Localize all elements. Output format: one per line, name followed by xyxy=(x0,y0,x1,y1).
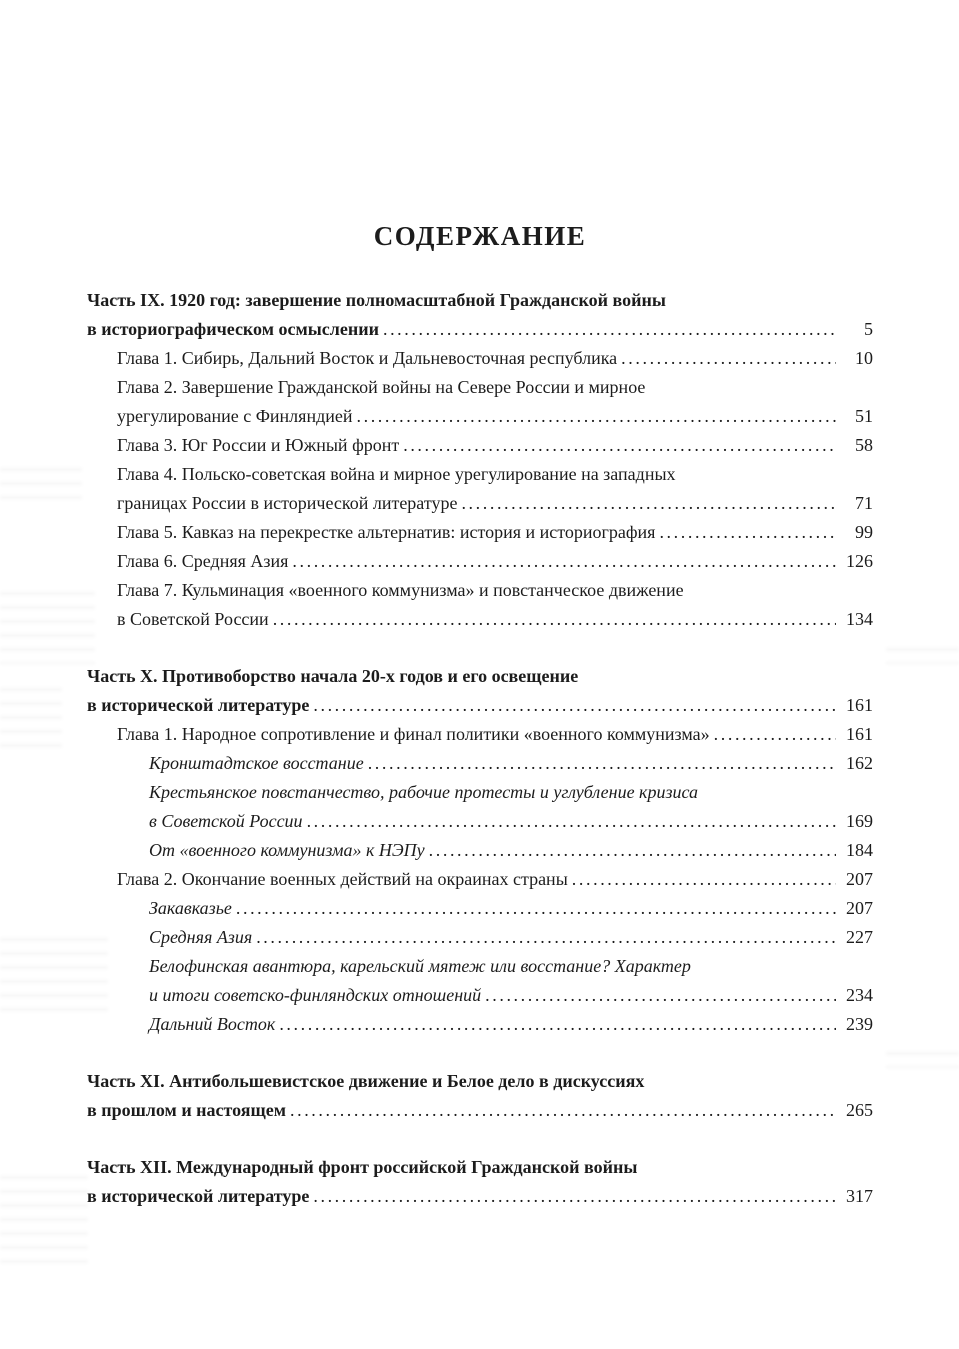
dot-leader xyxy=(307,807,836,836)
toc-entry-text: Крестьянское повстанчество, рабочие протесты и углубление кризиса xyxy=(149,782,699,802)
dot-leader xyxy=(236,894,836,923)
toc-line xyxy=(87,952,873,981)
toc-entry-text: в прошлом и настоящем xyxy=(87,1100,286,1120)
toc-entry-text: От «военного коммунизма» к НЭПу xyxy=(149,840,425,860)
toc-page-number: 161 xyxy=(846,724,873,744)
toc-entry-text: Глава 3. Юг России и Южный фронт xyxy=(117,435,400,455)
toc-entry-text: Кронштадтское восстание xyxy=(149,753,364,773)
toc-line xyxy=(87,547,873,576)
toc-line xyxy=(87,489,873,518)
toc-page-number: 227 xyxy=(846,927,873,947)
dot-leader xyxy=(313,691,836,720)
toc-entry-text: Белофинская авантюра, карельский мятеж или восстание? Характер xyxy=(149,956,691,976)
toc-page-number: 134 xyxy=(846,609,873,629)
toc-line xyxy=(87,807,873,836)
toc-page-number: 99 xyxy=(855,522,873,542)
page-bleedthrough xyxy=(0,1176,88,1266)
dot-leader xyxy=(383,315,836,344)
toc-page-number: 126 xyxy=(846,551,873,571)
page-bleedthrough xyxy=(0,592,95,664)
toc-line xyxy=(87,605,873,634)
toc-entry-text: Средняя Азия xyxy=(149,927,253,947)
toc-line xyxy=(87,836,873,865)
toc-line xyxy=(87,720,873,749)
toc-entry-text: Глава 1. Народное сопротивление и финал политики «военного коммунизма» xyxy=(117,724,710,744)
toc-page-number: 162 xyxy=(846,753,873,773)
toc-page-number: 71 xyxy=(855,493,873,513)
toc-entry-text: Часть XII. Международный фронт российской Гражданской войны xyxy=(87,1157,638,1177)
dot-leader xyxy=(292,547,836,576)
toc-page-number: 184 xyxy=(846,840,873,860)
toc-entry-text: Закавказье xyxy=(149,898,232,918)
toc-line xyxy=(87,315,873,344)
dot-leader xyxy=(429,836,836,865)
dot-leader xyxy=(461,489,836,518)
toc-entry-text: Часть X. Противоборство начала 20-х годов и его освещение xyxy=(87,666,579,686)
toc-page-number: 265 xyxy=(846,1100,873,1120)
toc-line xyxy=(87,402,873,431)
toc-entry-text: Глава 5. Кавказ на перекрестке альтернатив: история и историография xyxy=(117,522,656,542)
toc-line xyxy=(87,923,873,952)
toc-entry-text: и итоги советско-финляндских отношений xyxy=(149,985,482,1005)
toc-line xyxy=(87,691,873,720)
dot-leader xyxy=(357,402,837,431)
dot-leader xyxy=(485,981,836,1010)
toc-entry-text: в исторической литературе xyxy=(87,695,310,715)
toc-page-number: 207 xyxy=(846,869,873,889)
toc-entry-text: Глава 2. Завершение Гражданской войны на Севере России и мирное xyxy=(117,377,646,397)
dot-leader xyxy=(572,865,836,894)
dot-leader xyxy=(256,923,836,952)
toc-page-number: 239 xyxy=(846,1014,873,1034)
toc-line xyxy=(87,576,873,605)
toc-line xyxy=(87,286,873,315)
toc-entry-text: Глава 2. Окончание военных действий на окраинах страны xyxy=(117,869,568,889)
toc-entry-text: Дальний Восток xyxy=(149,1014,276,1034)
page-title: СОДЕРЖАНИЕ xyxy=(373,221,587,251)
toc-entry-text: в исторической литературе xyxy=(87,1186,310,1206)
toc-page-number: 58 xyxy=(855,435,873,455)
toc-line xyxy=(87,1067,873,1096)
dot-leader xyxy=(659,518,836,547)
toc-line xyxy=(87,1010,873,1039)
toc-entry-text: в Советской России xyxy=(117,609,269,629)
toc-line xyxy=(87,1182,873,1211)
toc-line xyxy=(87,460,873,489)
dot-leader xyxy=(403,431,836,460)
page-bleedthrough xyxy=(0,468,82,508)
toc-page-number: 207 xyxy=(846,898,873,918)
toc-list xyxy=(87,286,873,1211)
toc-entry-text: Часть IX. 1920 год: завершение полномасштабной Гражданской войны xyxy=(87,290,666,310)
toc-entry-text: урегулирование с Финляндией xyxy=(117,406,353,426)
toc-line xyxy=(87,344,873,373)
dot-leader xyxy=(714,720,836,749)
toc-line xyxy=(87,1153,873,1182)
dot-leader xyxy=(273,605,836,634)
dot-leader xyxy=(290,1096,836,1125)
toc-page-number: 10 xyxy=(855,348,873,368)
toc-page-number: 234 xyxy=(846,985,873,1005)
toc-line xyxy=(87,894,873,923)
toc-entry-text: в историографическом осмыслении xyxy=(87,319,379,339)
page-bleedthrough xyxy=(886,648,959,664)
toc-entry-text: Глава 7. Кульминация «военного коммунизма» и повстанческое движение xyxy=(117,580,684,600)
toc-line xyxy=(87,778,873,807)
toc-line xyxy=(87,981,873,1010)
toc-line xyxy=(87,749,873,778)
dot-leader xyxy=(279,1010,836,1039)
book-page xyxy=(87,0,873,1211)
toc-line xyxy=(87,431,873,460)
toc-page-number: 161 xyxy=(846,695,873,715)
toc-line xyxy=(87,518,873,547)
dot-leader xyxy=(621,344,836,373)
toc-section xyxy=(87,662,873,1039)
dot-leader xyxy=(368,749,836,778)
toc-page-number: 317 xyxy=(846,1186,873,1206)
toc-section xyxy=(87,1153,873,1211)
toc-section xyxy=(87,286,873,634)
toc-line xyxy=(87,662,873,691)
toc-entry-text: Глава 6. Средняя Азия xyxy=(117,551,289,571)
dot-leader xyxy=(313,1182,836,1211)
toc-entry-text: Глава 1. Сибирь, Дальний Восток и Дальневосточная республика xyxy=(117,348,618,368)
toc-line xyxy=(87,1096,873,1125)
toc-section xyxy=(87,1067,873,1125)
toc-entry-text: границах России в исторической литературе xyxy=(117,493,458,513)
toc-page-number: 51 xyxy=(855,406,873,426)
toc-page-number: 5 xyxy=(864,319,873,339)
toc-entry-text: Глава 4. Польско-советская война и мирное урегулирование на западных xyxy=(117,464,676,484)
toc-line xyxy=(87,865,873,894)
toc-line xyxy=(87,373,873,402)
toc-entry-text: в Советской России xyxy=(149,811,303,831)
page-bleedthrough xyxy=(886,1052,959,1068)
toc-entry-text: Часть XI. Антибольшевистское движение и Белое дело в дискуссиях xyxy=(87,1071,645,1091)
toc-page-number: 169 xyxy=(846,811,873,831)
page-bleedthrough xyxy=(0,688,62,750)
